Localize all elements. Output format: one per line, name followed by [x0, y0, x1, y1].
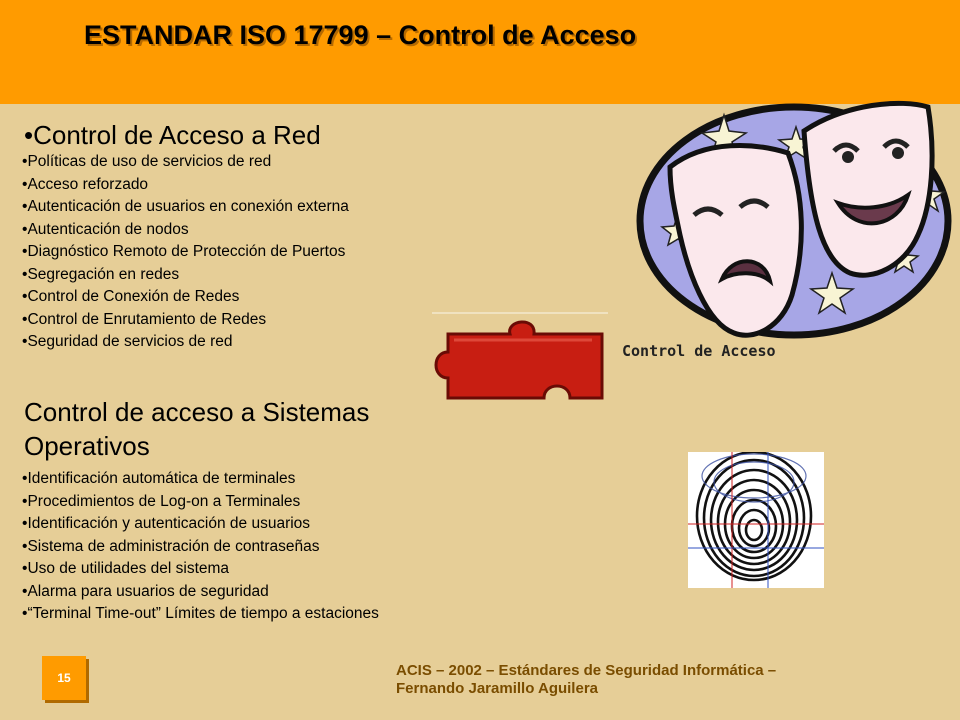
- list-item: • Control de Conexión de Redes: [22, 286, 349, 309]
- slide-title: ESTANDAR ISO 17799 – Control de Acceso: [84, 20, 637, 50]
- section-heading-os: Control de acceso a Sistemas Operativos: [24, 397, 370, 461]
- fingerprint-icon: [688, 452, 824, 588]
- list-item: • Segregación en redes: [22, 264, 349, 287]
- list-item: • Identificación y autenticación de usuarios: [22, 513, 379, 536]
- footer-credit: [396, 662, 916, 698]
- list-item: • Sistema de administración de contraseñas: [22, 536, 379, 559]
- list-item: • Autenticación de nodos: [22, 219, 349, 242]
- footer-line: ACIS – 2002 – Estándares de Seguridad Informática –: [396, 662, 777, 679]
- section-heading-network: •Control de Acceso a Red: [24, 120, 321, 150]
- list-item: • “Terminal Time-out” Límites de tiempo a estaciones: [22, 603, 379, 626]
- os-control-list: [22, 468, 379, 626]
- list-item: • Políticas de uso de servicios de red: [22, 151, 349, 174]
- puzzle-piece-icon: [432, 312, 608, 408]
- list-item: • Alarma para usuarios de seguridad: [22, 581, 379, 604]
- list-item: • Diagnóstico Remoto de Protección de Puertos: [22, 241, 349, 264]
- theater-masks-icon: [636, 95, 960, 345]
- list-item: • Autenticación de usuarios en conexión externa: [22, 196, 349, 219]
- list-item: • Acceso reforzado: [22, 174, 349, 197]
- list-item: • Uso de utilidades del sistema: [22, 558, 379, 581]
- title-bar: [0, 0, 960, 104]
- list-item: • Identificación automática de terminales: [22, 468, 379, 491]
- list-item: • Procedimientos de Log-on a Terminales: [22, 491, 379, 514]
- image-caption: Control de Acceso: [622, 342, 776, 360]
- network-control-list: [22, 151, 349, 354]
- page-number: 15: [42, 656, 86, 700]
- list-item: • Seguridad de servicios de red: [22, 331, 349, 354]
- list-item: • Control de Enrutamiento de Redes: [22, 309, 349, 332]
- footer-line: Fernando Jaramillo Aguilera: [396, 680, 598, 697]
